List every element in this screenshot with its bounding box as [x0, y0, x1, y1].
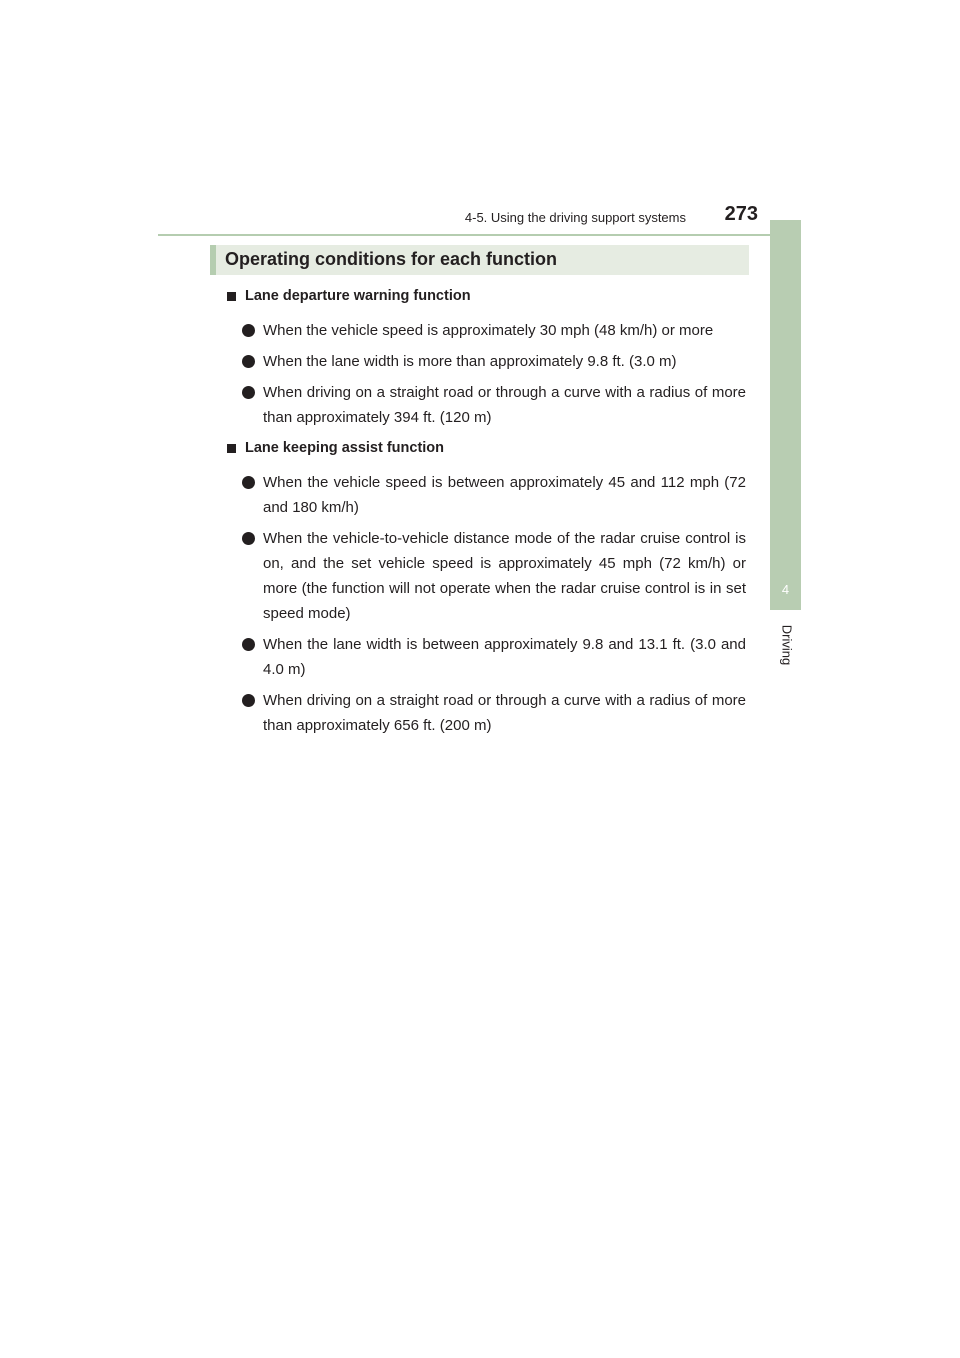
bullet-dot-icon — [242, 324, 255, 337]
square-bullet-icon — [227, 292, 236, 301]
section-title: Operating conditions for each function — [225, 249, 558, 269]
chapter-number: 4 — [781, 582, 790, 597]
bullet-dot-icon — [242, 386, 255, 399]
chapter-side-tab — [770, 220, 801, 610]
page-header — [158, 200, 800, 236]
chapter-label: Driving — [779, 624, 795, 666]
list-item — [240, 632, 746, 682]
bullet-dot-icon — [242, 638, 255, 651]
list-item-text: When driving on a straight road or through a curve with a radius of more than approximately 394 ft. (120 m) — [263, 384, 746, 426]
list-item — [240, 380, 746, 430]
bullet-dot-icon — [242, 532, 255, 545]
main-content — [224, 281, 746, 744]
list-item-text: When the vehicle-to-vehicle distance mode of the radar cruise control is on, and the set vehicle speed is approximately 45 mph (72 km/h) or more (the function will not operate when the radar cruise control is in set speed mode) — [263, 530, 746, 622]
bullet-dot-icon — [242, 694, 255, 707]
list-item-text: When the vehicle speed is approximately 30 mph (48 km/h) or more — [263, 322, 714, 339]
bullet-dot-icon — [242, 355, 255, 368]
list-item — [240, 526, 746, 626]
header-section-title: 4-5. Using the driving support systems — [464, 210, 686, 225]
list-item-text: When driving on a straight road or through a curve with a radius of more than approximately 656 ft. (200 m) — [263, 692, 746, 734]
square-bullet-icon — [227, 444, 236, 453]
list-item-text: When the vehicle speed is between approximately 45 and 112 mph (72 and 180 km/h) — [263, 474, 746, 516]
subheading-lane-departure — [224, 284, 746, 309]
subheading-text: Lane departure warning function — [245, 288, 471, 304]
list-item — [240, 349, 746, 374]
list-item-text: When the lane width is more than approximately 9.8 ft. (3.0 m) — [263, 353, 677, 370]
list-item — [240, 470, 746, 520]
subheading-lane-keeping — [224, 436, 746, 461]
page-number: 273 — [724, 203, 758, 225]
bullet-dot-icon — [242, 476, 255, 489]
list-item — [240, 318, 746, 343]
section-title-bar — [210, 245, 749, 275]
subheading-text: Lane keeping assist function — [245, 440, 445, 456]
list-item — [240, 688, 746, 738]
list-item-text: When the lane width is between approximately 9.8 and 13.1 ft. (3.0 and 4.0 m) — [263, 636, 746, 678]
